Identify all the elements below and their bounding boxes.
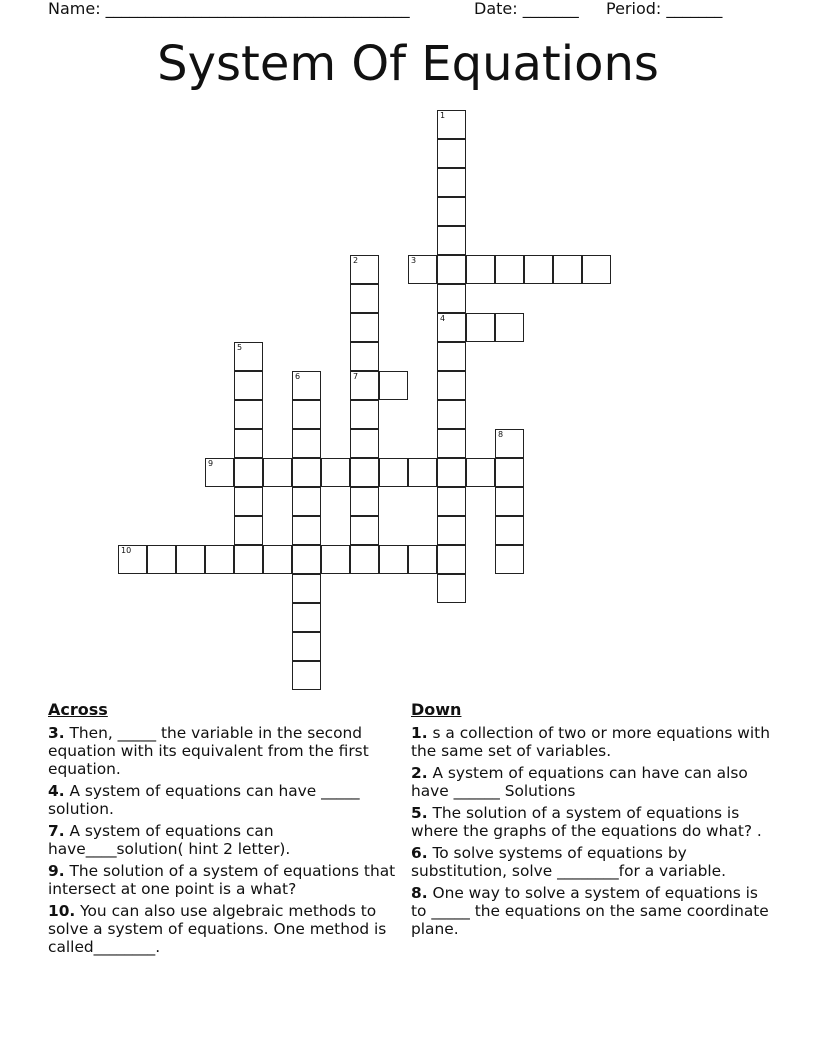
grid-cell[interactable]: [350, 458, 379, 487]
grid-cell[interactable]: [437, 429, 466, 458]
grid-cell[interactable]: [118, 545, 147, 574]
clue-number-label: 5: [237, 343, 243, 352]
grid-cell[interactable]: [292, 458, 321, 487]
clue-number-label: 6: [295, 372, 301, 381]
grid-cell[interactable]: [495, 516, 524, 545]
grid-cell[interactable]: [437, 545, 466, 574]
grid-cell[interactable]: [292, 516, 321, 545]
grid-cell[interactable]: [437, 110, 466, 139]
grid-cell[interactable]: [495, 255, 524, 284]
grid-cell[interactable]: [263, 458, 292, 487]
across-heading: Across: [48, 700, 108, 719]
clue-number: 2.: [411, 764, 428, 782]
clue-number: 7.: [48, 822, 65, 840]
grid-cell[interactable]: [437, 139, 466, 168]
down-clue: [411, 884, 771, 938]
grid-cell[interactable]: [437, 574, 466, 603]
grid-cell[interactable]: [437, 255, 466, 284]
grid-cell[interactable]: [495, 487, 524, 516]
clue-number-label: 4: [440, 314, 446, 323]
clue-text: One way to solve a system of equations is to _____ the equations on the same coordinate plane.: [411, 884, 769, 938]
grid-cell[interactable]: [321, 545, 350, 574]
grid-cell[interactable]: [582, 255, 611, 284]
clue-text: s a collection of two or more equations with the same set of variables.: [411, 724, 770, 760]
grid-cell[interactable]: [350, 255, 379, 284]
clue-text: A system of equations can have can also have ______ Solutions: [411, 764, 748, 800]
grid-cell[interactable]: [466, 255, 495, 284]
grid-cell[interactable]: [350, 487, 379, 516]
grid-cell[interactable]: [437, 226, 466, 255]
grid-cell[interactable]: [234, 371, 263, 400]
grid-cell[interactable]: [234, 458, 263, 487]
grid-cell[interactable]: [350, 429, 379, 458]
grid-cell[interactable]: [437, 342, 466, 371]
down-clue: [411, 804, 771, 840]
grid-cell[interactable]: [408, 545, 437, 574]
grid-cell[interactable]: [350, 545, 379, 574]
clue-text: You can also use algebraic methods to solve a system of equations. One method is called________.: [48, 902, 387, 956]
grid-cell[interactable]: [350, 400, 379, 429]
grid-cell[interactable]: [350, 284, 379, 313]
grid-cell[interactable]: [495, 545, 524, 574]
grid-cell[interactable]: [292, 574, 321, 603]
clue-number-label: 3: [411, 256, 417, 265]
clue-text: Then, _____ the variable in the second equation with its equivalent from the first equation.: [48, 724, 369, 778]
grid-cell[interactable]: [495, 429, 524, 458]
period-field-label: Period: _______: [606, 0, 723, 18]
across-clue: [48, 822, 404, 858]
grid-cell[interactable]: [292, 371, 321, 400]
grid-cell[interactable]: [292, 545, 321, 574]
grid-cell[interactable]: [176, 545, 205, 574]
grid-cell[interactable]: [437, 487, 466, 516]
clue-text: A system of equations can have _____ solution.: [48, 782, 360, 818]
clue-number-label: 9: [208, 459, 214, 468]
down-clue: [411, 764, 771, 800]
clue-number: 6.: [411, 844, 428, 862]
grid-cell[interactable]: [292, 661, 321, 690]
clue-number-label: 2: [353, 256, 359, 265]
grid-cell[interactable]: [234, 487, 263, 516]
clue-number-label: 1: [440, 111, 446, 120]
grid-cell[interactable]: [553, 255, 582, 284]
across-clue: [48, 782, 404, 818]
grid-cell[interactable]: [495, 313, 524, 342]
across-clue-list: [48, 724, 404, 956]
grid-cell[interactable]: [495, 458, 524, 487]
grid-cell[interactable]: [379, 545, 408, 574]
grid-cell[interactable]: [437, 197, 466, 226]
clue-number-label: 8: [498, 430, 504, 439]
grid-cell[interactable]: [466, 313, 495, 342]
grid-cell[interactable]: [234, 545, 263, 574]
grid-cell[interactable]: [321, 458, 350, 487]
grid-cell[interactable]: [234, 342, 263, 371]
grid-cell[interactable]: [205, 458, 234, 487]
down-clue-list: [411, 724, 771, 938]
down-clue: [411, 724, 771, 760]
clue-number: 9.: [48, 862, 65, 880]
grid-cell[interactable]: [263, 545, 292, 574]
grid-cell[interactable]: [466, 458, 495, 487]
clue-text: To solve systems of equations by substitution, solve ________for a variable.: [411, 844, 727, 880]
grid-cell[interactable]: [437, 458, 466, 487]
grid-cell[interactable]: [437, 168, 466, 197]
grid-cell[interactable]: [292, 632, 321, 661]
grid-cell[interactable]: [234, 516, 263, 545]
across-clue: [48, 862, 404, 898]
across-clue: [48, 902, 404, 956]
grid-cell[interactable]: [350, 313, 379, 342]
grid-cell[interactable]: [350, 371, 379, 400]
clue-text: A system of equations can have____solution( hint 2 letter).: [48, 822, 291, 858]
clue-number: 4.: [48, 782, 65, 800]
down-clue: [411, 844, 771, 880]
clue-number: 5.: [411, 804, 428, 822]
clue-text: The solution of a system of equations is where the graphs of the equations do what? .: [411, 804, 762, 840]
clue-number-label: 10: [121, 546, 132, 555]
clue-number-label: 7: [353, 372, 359, 381]
grid-cell[interactable]: [292, 429, 321, 458]
grid-cell[interactable]: [408, 458, 437, 487]
grid-cell[interactable]: [292, 603, 321, 632]
grid-cell[interactable]: [350, 516, 379, 545]
grid-cell[interactable]: [437, 371, 466, 400]
grid-cell[interactable]: [292, 400, 321, 429]
name-field-label: Name: ______________________________________: [48, 0, 410, 18]
date-field-label: Date: _______: [474, 0, 579, 18]
clue-text: The solution of a system of equations that intersect at one point is a what?: [48, 862, 396, 898]
grid-cell[interactable]: [350, 342, 379, 371]
grid-cell[interactable]: [205, 545, 234, 574]
grid-cell[interactable]: [147, 545, 176, 574]
grid-cell[interactable]: [408, 255, 437, 284]
down-heading: Down: [411, 700, 462, 719]
across-clue: [48, 724, 404, 778]
clue-number: 8.: [411, 884, 428, 902]
grid-cell[interactable]: [437, 313, 466, 342]
down-clues: [411, 700, 771, 942]
grid-cell[interactable]: [437, 516, 466, 545]
page-title: System Of Equations: [157, 36, 659, 92]
clue-number: 10.: [48, 902, 76, 920]
clue-number: 3.: [48, 724, 65, 742]
across-clues: [48, 700, 404, 960]
grid-cell[interactable]: [234, 429, 263, 458]
grid-cell[interactable]: [524, 255, 553, 284]
grid-cell[interactable]: [379, 371, 408, 400]
grid-cell[interactable]: [437, 284, 466, 313]
grid-cell[interactable]: [292, 487, 321, 516]
clue-number: 1.: [411, 724, 428, 742]
grid-cell[interactable]: [379, 458, 408, 487]
grid-cell[interactable]: [437, 400, 466, 429]
grid-cell[interactable]: [234, 400, 263, 429]
